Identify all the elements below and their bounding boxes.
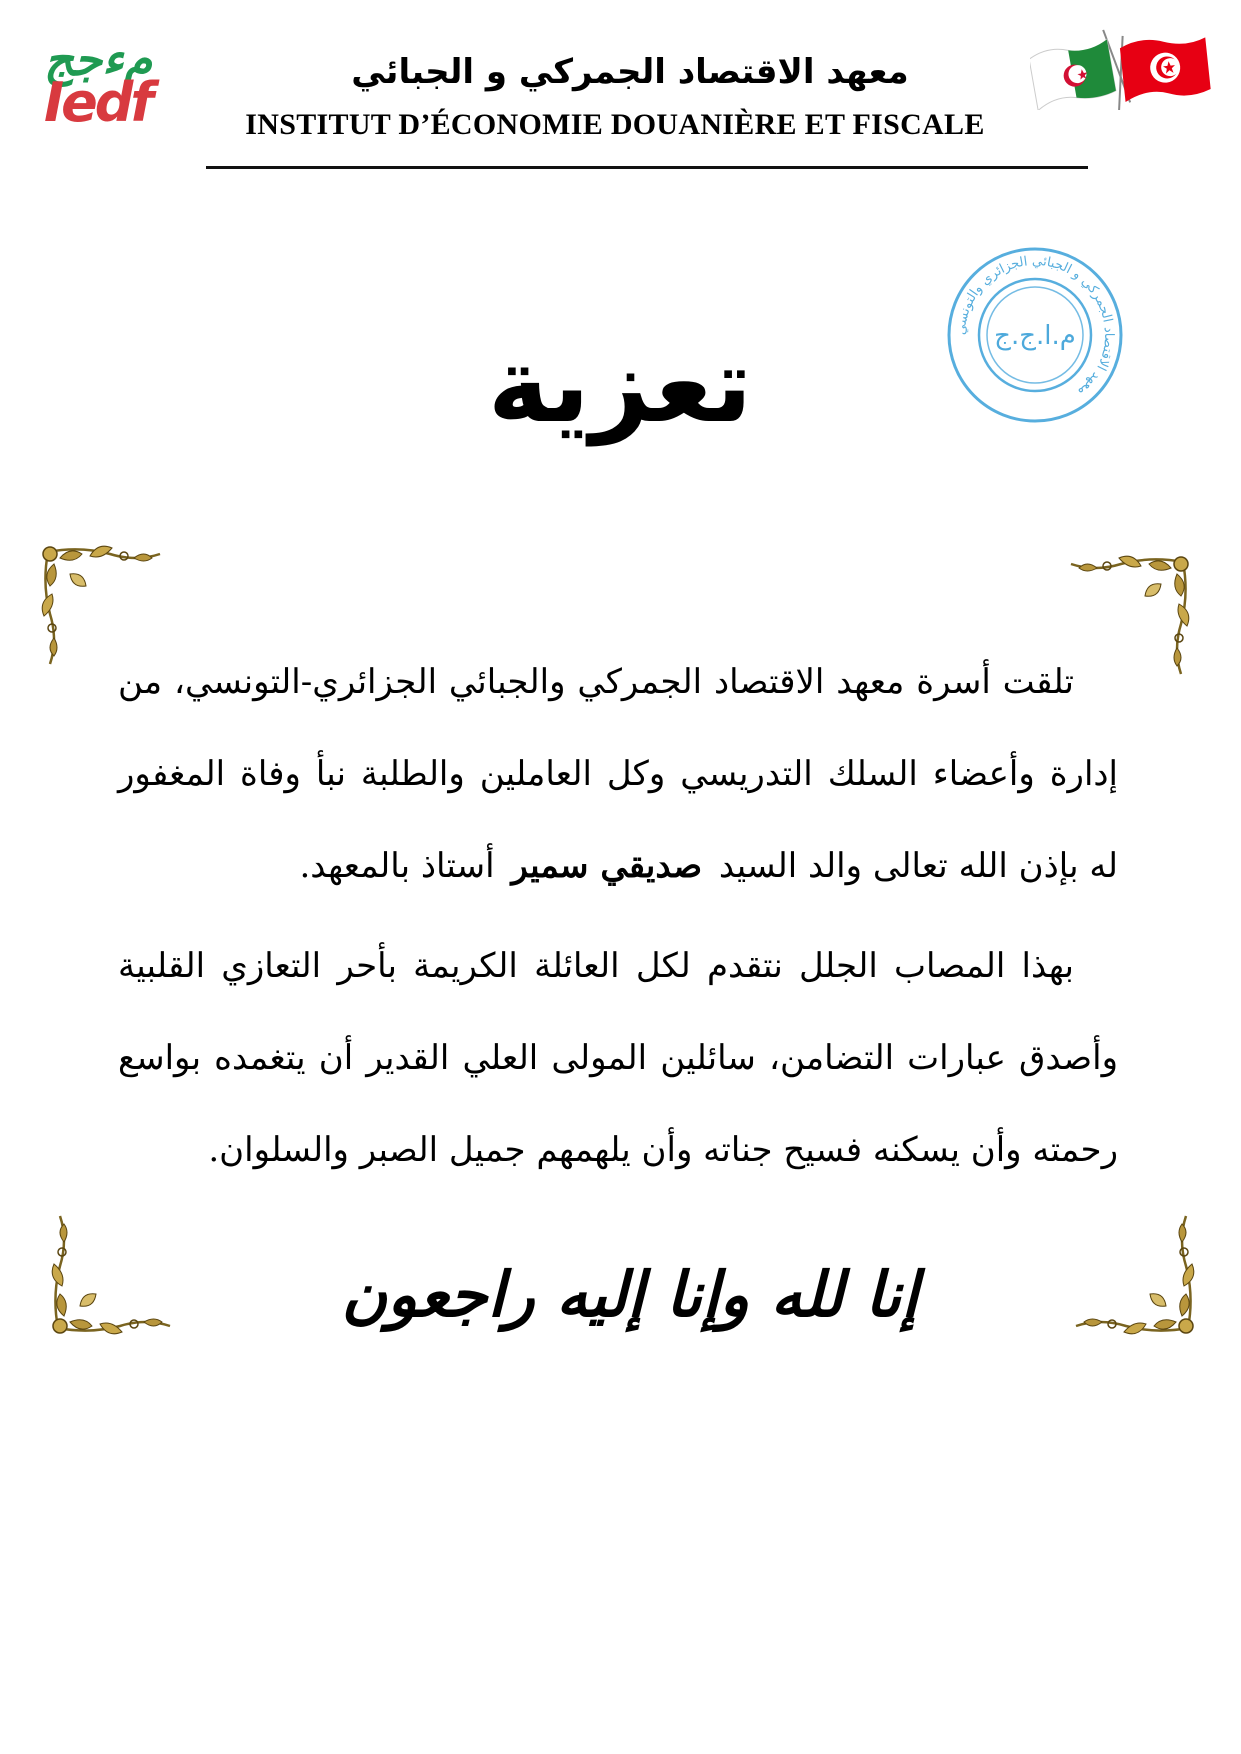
corner-ornament-bottom-right [1060,1200,1196,1336]
corner-ornament-bottom-left [50,1200,186,1336]
condolence-message [118,636,1118,1196]
paragraph-2: بهذا المصاب الجلل نتقدم لكل العائلة الكريمة بأحر التعازي القلبية وأصدق عبارات التضامن، سائلين المولى العلي القدير أن يتغمده بواسع رحمته وأن يسكنه فسيح جناته وأن يلهمهم جميل الصبر والسلوان. [118,946,1118,1170]
institute-name-french: INSTITUT D’ÉCONOMIE DOUANIÈRE ET FISCALE [245,108,985,141]
flags [1030,28,1212,110]
paragraph-1 [118,636,1118,912]
logo-arabic-text: مءجج [44,32,153,86]
institute-logo [44,32,164,134]
official-stamp [942,242,1128,428]
algeria-flag-icon [1030,28,1130,110]
header-divider [206,166,1088,169]
paragraph-1-ending: أستاذ بالمعهد. [299,846,495,886]
logo-latin-text: Iedf [44,71,151,134]
paragraph-1-text: تلقت أسرة معهد الاقتصاد الجمركي والجبائي الجزائري-التونسي، من إدارة وأعضاء السلك التدريسي وكل العاملين والطلبة نبأ وفاة المغفور له بإذن الله تعالى والد السيد [118,662,1118,886]
honoree-name: صديقي سمير [511,846,703,886]
page-title: تعزية [487,324,753,446]
tunisia-flag-icon [1111,28,1212,110]
institute-name-arabic: معهد الاقتصاد الجمركي و الجبائي [351,52,909,92]
stamp-ring-text: معهد الاقتصاد الجمركي و الجبائي الجزائري والتونسي [953,253,1117,400]
closing-calligraphy: إنا لله وإنا إليه راجعون [341,1258,919,1331]
stamp-center-text: م.ا.ج.ج [994,321,1076,351]
